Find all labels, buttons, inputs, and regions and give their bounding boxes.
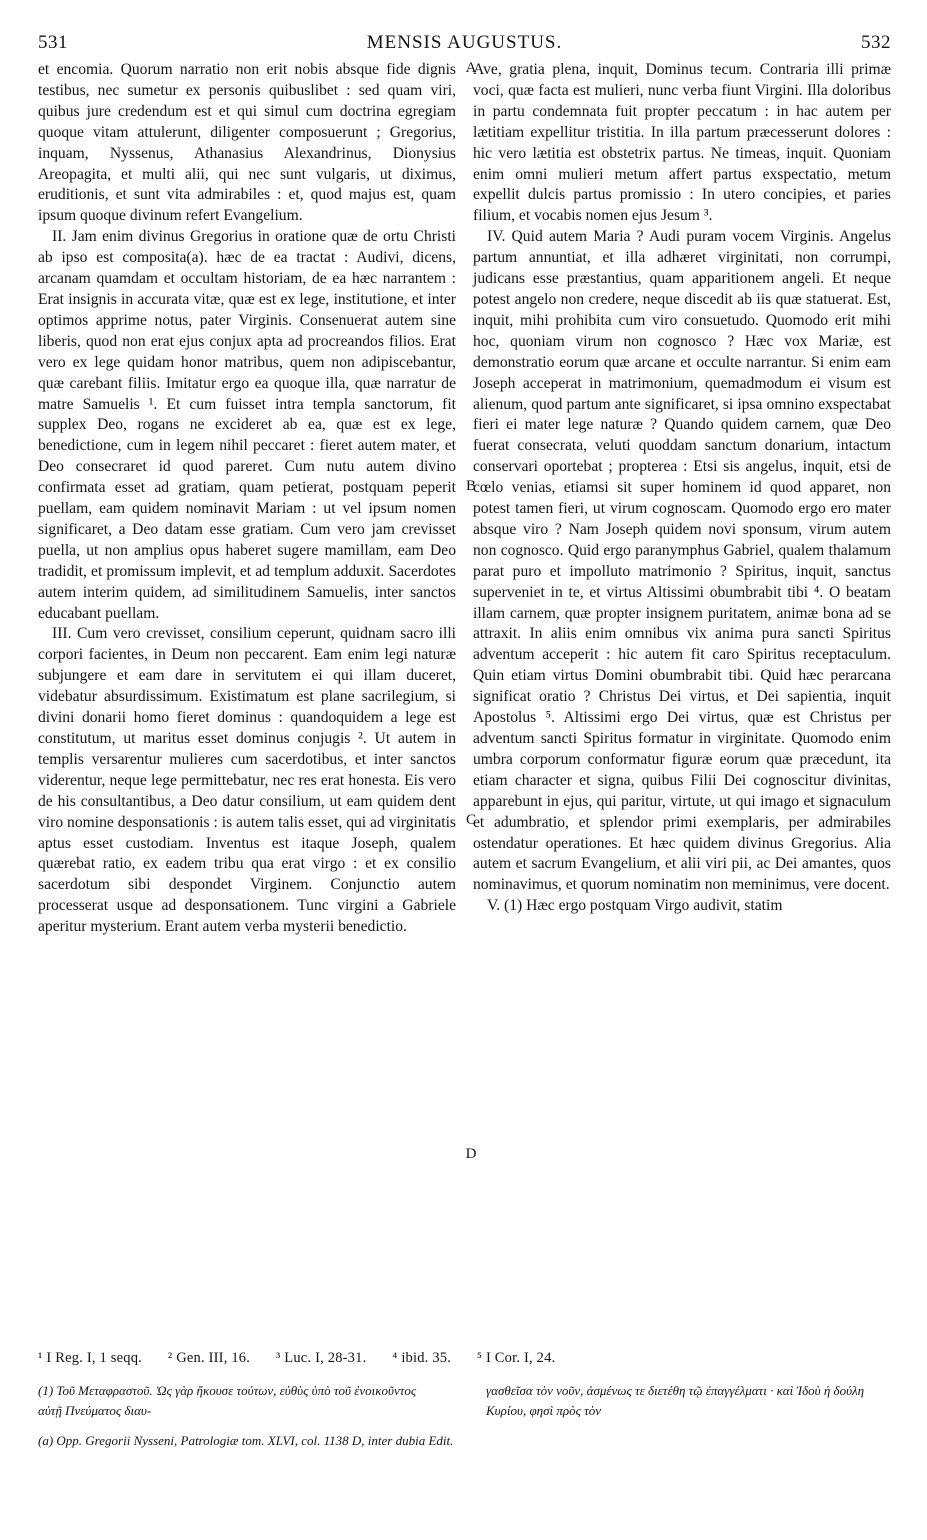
greek-note-left: (1) Τοῦ Μεταφραστοῦ. Ὡς γὰρ ἤκουσε τούτων, εὐθὺς ὑπὸ τοῦ ἐνοικοῦντος αὐτῇ Πνεύματος διαυ-	[38, 1383, 417, 1418]
text-columns	[38, 60, 891, 1162]
notes-area	[38, 1350, 891, 1449]
left-column	[38, 60, 456, 938]
paragraph: II. Jam enim divinus Gregorius in oratione quæ de ortu Christi ab ipso est composita(a). hæc de ea tractat : Audivi, dicens, arcanam quamdam et occultam historiam, de ea hæc narrantem : Erat insignis in accurata vitæ, quæ est ex lege, institutione, et inter optimos apprime notus, pater Virginis. Consenuerat autem sine liberis, quod non erat ejus conjux apta ad procreandos filios. Erat vero ex lege quidam honor matribus, quem non adipiscebantur, quæ carebant filiis. Imitatur ergo ea quoque illa, quæ narratur de matre Samuelis ¹. Et cum fuisset intra templa sanctorum, fit supplex Deo, rogans ne excideret ab ea, quæ est ex lege, benedictione, cum in legem nihil peccaret : fieret autem mater, et Deo consecraret id quod pareret. Cum nutu autem divino confirmata esset ad gratiam, quam petierat, postquam peperit puellam, eam quidem nominavit Mariam : ut vel ipsum nomen significaret, a Deo datam esse gratiam. Cum vero jam crevisset puella, ut non amplius opus haberet sugere mamillam, eam Deo tradidit, et promissum implevit, et ad templum adduxit. Sacerdotes autem interim quidem, ad similitudinem Samuelis, inter sanctos educabant puellam.	[38, 228, 456, 622]
margin-marker-a: A	[465, 60, 477, 76]
left-page-number: 531	[38, 32, 68, 53]
footnote: ⁴ ibid. 35.	[392, 1350, 452, 1366]
running-header	[38, 32, 891, 58]
paragraph: V. (1) Hæc ergo postquam Virgo audivit, statim	[487, 897, 783, 915]
paragraph: Ave, gratia plena, inquit, Dominus tecum. Contraria illi primæ voci, quæ facta est mulieri, nunc verba fiunt Virgini. Illa doloribus in partu condemnata fuit propter peccatum : in hac autem per lætitiam expellitur tristitia. In illa partum præcesserunt dolores : hic vero lætitia est obstetrix partus. Ne timeas, inquit. Quoniam enim omni mulieri metum affert partus exspectatio, metum expellit dulcis partus promissio : In utero concipies, et paries filium, et vocabis nomen ejus Jesum ³.	[473, 61, 891, 225]
greek-note-right: γασθεῖσα τὸν νοῦν, ἀσμένως τε διετέθη τῷ ἐπαγγέλματι · καὶ Ἰδοὺ ἡ δούλη Κυρίου, φησὶ πρὸς τὸν	[486, 1383, 865, 1418]
running-title: MENSIS AUGUSTUS.	[366, 32, 563, 53]
paragraph: III. Cum vero crevisset, consilium ceperunt, quidnam sacro illi corpori facientes, in Deum non peccarent. Eam enim legi naturæ subjungere et eam dare in servitutem ei qui illam duceret, videbatur absurdissimum. Existimatum est plane sacrilegium, si divini donarii homo fieret dominus : quandoquidem a lege est constitutum, ut maritus esset dominus conjugis ². Ut autem in templis versarentur mulieres cum sacerdotibus, et inter sanctos viderentur, neque lege permittebatur, nec res erat honesta. Eis vero de his consultantibus, a Deo datur consilium, ut eam quidem dent viro nomine desponsationis : is autem talis esset, qui ad virginitatis aptus esset custodiam. Inventus est itaque Joseph, qualem quærebat ratio, ex eadem tribu qua erat virgo : et ex consilio sacerdotum sibi despondet Virginem. Conjunctio autem processerat usque ad desponsationem. Tunc virgini a Gabriele aperitur mysterium. Erant autem verba mysterii benedictio.	[38, 625, 456, 936]
greek-note	[38, 1381, 891, 1421]
right-column	[473, 60, 891, 938]
footnote: ³ Luc. I, 28-31.	[275, 1350, 367, 1366]
margin-marker-b: B	[465, 478, 476, 494]
footnote: ¹ I Reg. I, 1 seqq.	[38, 1350, 142, 1366]
margin-marker-d: D	[465, 1146, 477, 1162]
footnotes	[38, 1350, 891, 1367]
paragraph: IV. Quid autem Maria ? Audi puram vocem Virginis. Angelus partum annuntiat, et illa adhæret virginitati, non corrumpi, judicans esse præstantius, quam apparitionem angeli. Et neque potest angelo non credere, neque discedit ab iis quæ statuerat. Est, inquit, mihi prohibita cum viro consuetudo. Quomodo erit mihi hoc, quoniam virum non cognosco ? Hæc vox Mariæ, est demonstratio eorum quæ arcane et occulte narrantur. Si enim eam Joseph acceperat in matrimonium, quemadmodum ei visum est alienum, quod partum ante significaret, si ipsa omnino exspectabat fieri ei mater lege naturæ ? Quando quidem carnem, quæ Deo fuerat consecrata, veluti quoddam sanctum donarium, intactum conservari oportebat ; propterea : Etsi sis angelus, inquit, etsi de cœlo venias, etiamsi sit super hominem id quod apparet, non potest tamen fieri, ut virum cognoscam. Quomodo ergo ero mater absque viro ? Nam Joseph quidem novi sponsum, virum autem non cognosco. Quid ergo paranymphus Gabriel, qualem thalamum parat puro et impolluto matrimonio ? Spiritus, inquit, sanctus superveniet in te, et virtus Altissimi obumbrabit tibi ⁴. O beatam illam carnem, quæ propter insignem puritatem, animæ bona ad se attraxit. In aliis enim omnibus vix anima pura sancti Spiritus adventum acceperit : hic autem fit caro Spiritus receptaculum. Quin etiam virtus Domini obumbrabit tibi. Quid hæc perarcana significat oratio ? Christus Dei virtus, et Dei sapientia, inquit Apostolus ⁵. Altissimi ergo Dei virtus, quæ est Christus per adventum sancti Spiritus formatur in virginitate. Quomodo enim umbra corporum conformatur figuræ eorum quæ præcedunt, ita etiam character et signa, quibus Filii Dei cognoscitur divinitas, apparebunt in ejus, qui paritur, virtute, ut qui imago et signaculum et adumbratio, et splendor primi exemplaris, per admirabiles ostendatur operationes. Et hæc quidem divinus Gregorius. Alia autem et sacrum Evangelium, et alii viri pii, ac Dei amantes, quos nominavimus, et quorum nominatim non meminimus, vere docent.	[473, 228, 891, 894]
paragraph: et encomia. Quorum narratio non erit nobis absque fide dignis testibus, nec sumetur ex personis quibuslibet : sed quam viri, quibus jure credendum est et qui simul cum doctrina egregiam quoque vitam attulerunt, diligenter composuerunt ; Gregorius, inquam, Nyssenus, Athanasius Alexandrinus, Dionysius Areopagita, et multi alii, qui nec sunt vulgaris, ut diximus, eruditionis, et sunt vita admirabiles : et, quod majus est, quam ipsum quoque divinum refert Evangelium.	[38, 61, 456, 225]
editor-note: (a) Opp. Gregorii Nysseni, Patrologiæ tom. XLVI, col. 1138 D, inter dubia Edit.	[38, 1433, 454, 1448]
right-page-number: 532	[860, 32, 891, 53]
footnote: ⁵ I Cor. I, 24.	[476, 1350, 556, 1366]
margin-marker-c: C	[465, 812, 476, 828]
footnote: ² Gen. III, 16.	[167, 1350, 251, 1366]
